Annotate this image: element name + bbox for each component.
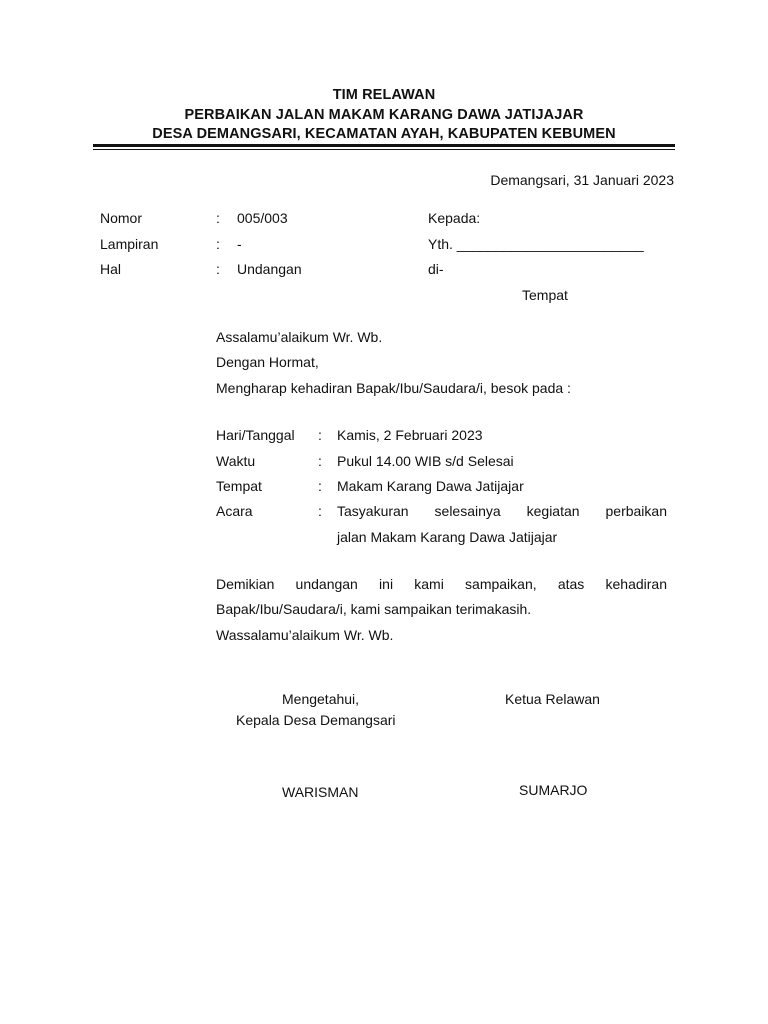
acara-value-line1: Tasyakuran selesainya kegiatan perbaikan (337, 503, 667, 519)
nomor-colon: : (216, 210, 220, 226)
header-rule-thick (93, 144, 675, 147)
acara-value-line2: jalan Makam Karang Dawa Jatijajar (337, 529, 558, 545)
recipient-kepada: Kepada: (428, 210, 481, 226)
tempat-label: Tempat (216, 478, 262, 494)
hari-value: Kamis, 2 Februari 2023 (337, 427, 483, 443)
hal-label: Hal (100, 261, 122, 277)
signature-right-title: Ketua Relawan (505, 691, 600, 707)
lampiran-value: - (237, 236, 242, 252)
waktu-colon: : (318, 453, 322, 469)
signature-right-name: SUMARJO (519, 782, 588, 798)
signature-left-title2: Kepala Desa Demangsari (236, 712, 396, 728)
tempat-value: Makam Karang Dawa Jatijajar (337, 478, 524, 494)
recipient-yth: Yth. ________________________ (428, 236, 644, 252)
acara-colon: : (318, 503, 322, 519)
opening-hormat: Dengan Hormat, (216, 354, 319, 370)
header-rule-thin (93, 149, 675, 150)
recipient-di: di- (428, 261, 444, 277)
opening-intro: Mengharap kehadiran Bapak/Ibu/Saudara/i, besok pada : (216, 380, 571, 396)
closing-line3: Wassalamu’alaikum Wr. Wb. (216, 627, 394, 643)
hal-value: Undangan (237, 261, 302, 277)
nomor-value: 005/003 (237, 210, 288, 226)
nomor-label: Nomor (100, 210, 143, 226)
hari-colon: : (318, 427, 322, 443)
signature-left-title1: Mengetahui, (282, 691, 360, 707)
recipient-tempat: Tempat (522, 287, 568, 303)
closing-line1: Demikian undangan ini kami sampaikan, atas kehadiran (216, 576, 667, 592)
tempat-colon: : (318, 478, 322, 494)
closing-line2: Bapak/Ibu/Saudara/i, kami sampaikan terimakasih. (216, 601, 532, 617)
header-address: DESA DEMANGSARI, KECAMATAN AYAH, KABUPATEN KEBUMEN (152, 126, 616, 142)
hari-label: Hari/Tanggal (216, 427, 295, 443)
acara-label: Acara (216, 503, 253, 519)
header-title: TIM RELAWAN (332, 87, 436, 103)
signature-left-name: WARISMAN (282, 784, 359, 800)
waktu-value: Pukul 14.00 WIB s/d Selesai (337, 453, 514, 469)
header-subtitle: PERBAIKAN JALAN MAKAM KARANG DAWA JATIJAJAR (184, 107, 584, 123)
opening-salam: Assalamu’alaikum Wr. Wb. (216, 329, 383, 345)
waktu-label: Waktu (216, 453, 256, 469)
lampiran-label: Lampiran (100, 236, 159, 252)
hal-colon: : (216, 261, 220, 277)
lampiran-colon: : (216, 236, 220, 252)
letter-date: Demangsari, 31 Januari 2023 (490, 172, 674, 188)
